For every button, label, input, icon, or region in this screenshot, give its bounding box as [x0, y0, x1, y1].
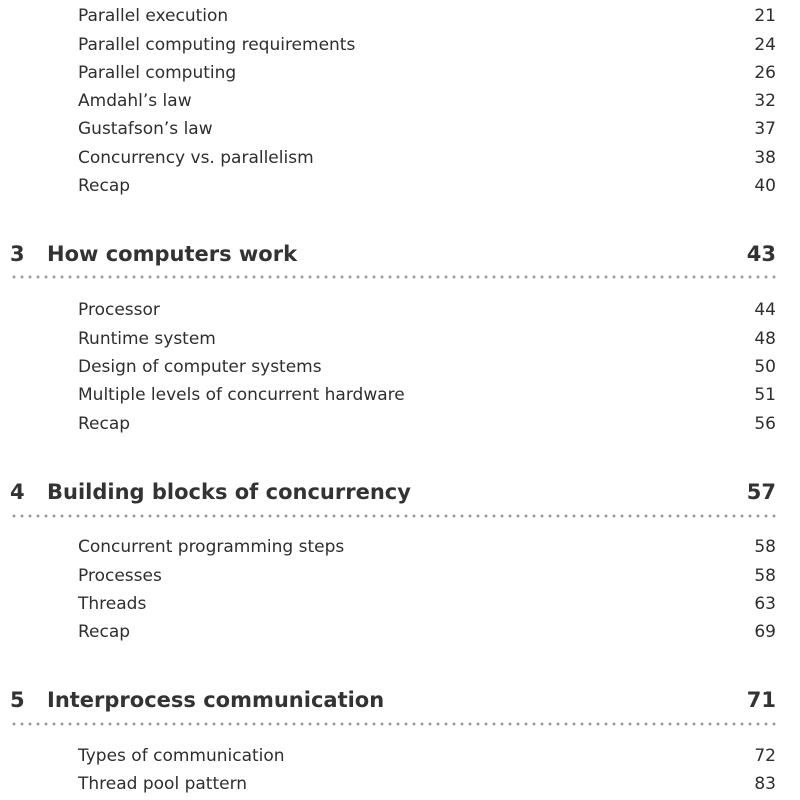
toc-entry[interactable] — [78, 592, 776, 616]
toc-entry[interactable] — [78, 298, 776, 322]
toc-entry-page: 40 — [754, 176, 776, 196]
toc-entry-title: Recap — [78, 176, 131, 196]
toc-entry-page: 44 — [754, 300, 776, 320]
toc-entry-title: Design of computer systems — [78, 357, 322, 377]
chapter-number: 5 — [10, 688, 25, 712]
toc-entry-page: 83 — [754, 774, 776, 794]
toc-entry-title: Gustafson’s law — [78, 119, 213, 139]
toc-entry-title: Concurrent programming steps — [78, 537, 345, 557]
toc-entry-page: 32 — [754, 91, 776, 111]
toc-entry-page: 37 — [754, 119, 776, 139]
toc-entry[interactable] — [78, 564, 776, 588]
toc-entry-title: Recap — [78, 622, 131, 642]
dotted-divider — [10, 275, 776, 279]
toc-entry-page: 69 — [754, 622, 776, 642]
toc-entry-page: 26 — [754, 63, 776, 83]
dotted-divider — [10, 722, 776, 726]
toc-entry-title: Recap — [78, 414, 131, 434]
toc-entry[interactable] — [78, 355, 776, 379]
toc-entry-title: Concurrency vs. parallelism — [78, 148, 314, 168]
toc-entry[interactable] — [78, 412, 776, 436]
toc-entry[interactable] — [78, 33, 776, 57]
chapter-number: 4 — [10, 480, 25, 504]
toc-entry[interactable] — [78, 772, 776, 796]
toc-entry-page: 58 — [754, 566, 776, 586]
toc-entry[interactable] — [78, 327, 776, 351]
toc-entry[interactable] — [78, 620, 776, 644]
chapter-title: How computers work — [47, 242, 298, 266]
toc-entry-page: 48 — [754, 329, 776, 349]
chapter-title: Interprocess communication — [47, 688, 385, 712]
toc-entry-title: Processes — [78, 566, 162, 586]
toc-entry-title: Amdahl’s law — [78, 91, 192, 111]
toc-entry-page: 63 — [754, 594, 776, 614]
chapter-page: 57 — [746, 480, 776, 504]
toc-entry-page: 72 — [754, 746, 776, 766]
dotted-divider — [10, 514, 776, 518]
toc-entry-page: 38 — [754, 148, 776, 168]
chapter-page: 43 — [746, 242, 776, 266]
toc-entry[interactable] — [78, 744, 776, 768]
toc-entry-title: Runtime system — [78, 329, 216, 349]
toc-entry-title: Parallel computing — [78, 63, 237, 83]
toc-entry-title: Types of communication — [78, 746, 285, 766]
toc-entry-title: Parallel execution — [78, 6, 229, 26]
toc-entry[interactable] — [78, 4, 776, 28]
chapter-page: 71 — [746, 688, 776, 712]
toc-entry[interactable] — [78, 535, 776, 559]
toc-entry-title: Threads — [78, 594, 147, 614]
chapter-title: Building blocks of concurrency — [47, 480, 411, 504]
chapter-number: 3 — [10, 242, 25, 266]
toc-entry-page: 51 — [754, 385, 776, 405]
toc-entry[interactable] — [78, 89, 776, 113]
toc-entry[interactable] — [78, 383, 776, 407]
toc-entry-page: 58 — [754, 537, 776, 557]
toc-entry[interactable] — [78, 61, 776, 85]
toc-entry-title: Thread pool pattern — [78, 774, 248, 794]
chapter-heading[interactable] — [10, 477, 776, 507]
toc-entry-page: 21 — [754, 6, 776, 26]
toc-entry[interactable] — [78, 146, 776, 170]
toc-entry[interactable] — [78, 117, 776, 141]
toc-entry[interactable] — [78, 174, 776, 198]
toc-entry-title: Multiple levels of concurrent hardware — [78, 385, 405, 405]
toc-entry-title: Parallel computing requirements — [78, 35, 356, 55]
toc-entry-page: 24 — [754, 35, 776, 55]
chapter-heading[interactable] — [10, 239, 776, 269]
toc-entry-title: Processor — [78, 300, 160, 320]
toc-entry-page: 56 — [754, 414, 776, 434]
chapter-heading[interactable] — [10, 685, 776, 715]
toc-entry-page: 50 — [754, 357, 776, 377]
